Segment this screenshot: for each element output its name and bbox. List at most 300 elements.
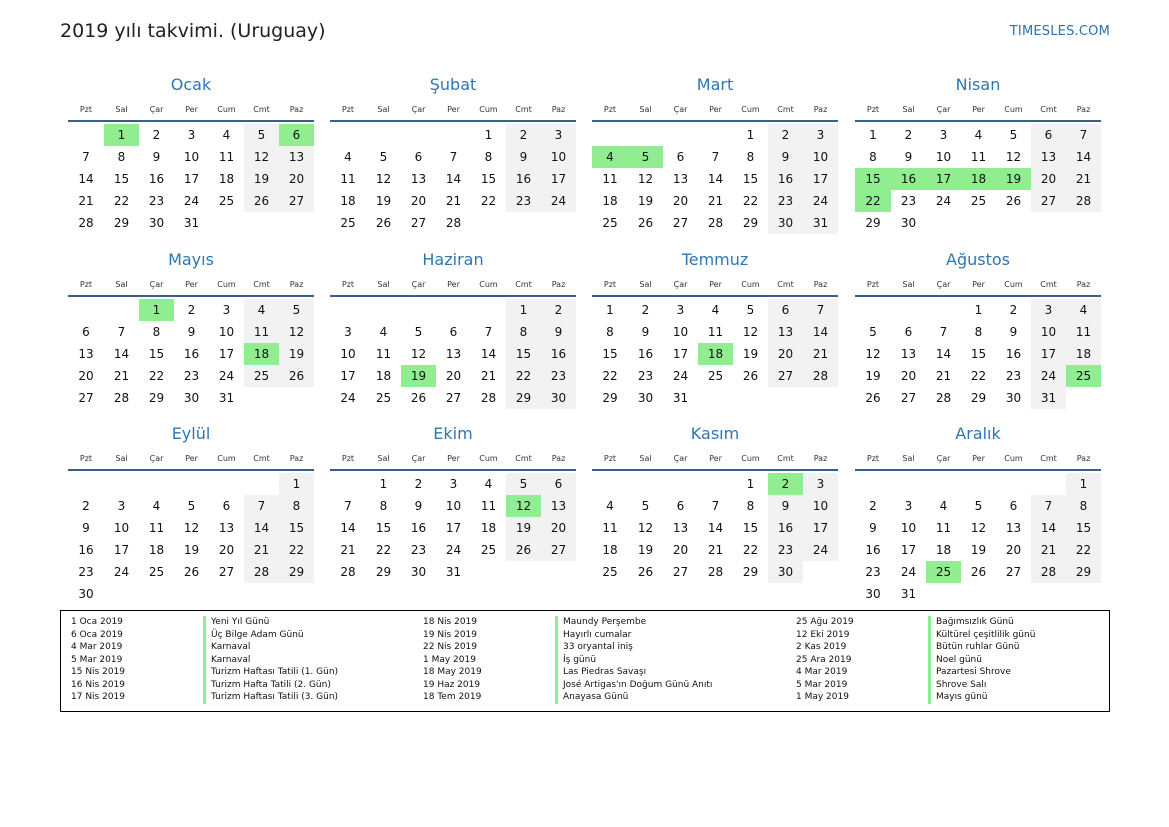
empty-day-cell [698, 124, 733, 146]
day-grid [855, 299, 1101, 409]
day-cell: 10 [541, 146, 576, 168]
empty-day-cell [961, 583, 996, 605]
day-cell: 5 [641, 499, 650, 513]
empty-day-cell [471, 299, 506, 321]
day-cell: 4 [379, 325, 388, 339]
holiday-date: 25 Ağu 2019 [796, 617, 854, 627]
day-cell: 8 [606, 325, 614, 339]
day-cell: 28 [935, 391, 952, 405]
empty-day-cell [506, 561, 541, 583]
week-row [592, 561, 838, 583]
empty-day-cell [855, 473, 891, 495]
weekday-label: Cum [217, 454, 236, 463]
day-grid [330, 124, 576, 234]
day-cell: 7 [711, 499, 720, 513]
legend-row [61, 616, 411, 629]
weekday-label: Pzt [866, 280, 880, 289]
empty-day-cell [592, 124, 628, 146]
weekday-label: Pzt [79, 280, 93, 289]
legend-row [786, 666, 1126, 679]
weekday-label: Pzt [341, 280, 355, 289]
empty-day-cell [471, 212, 506, 234]
day-cell: 17 [672, 347, 689, 361]
day-cell: 7 [711, 150, 720, 164]
day-cell: 14 [935, 347, 952, 361]
day-cell: 12 [375, 172, 392, 186]
day-cell: 1 [746, 477, 755, 491]
day-cell: 4 [484, 477, 493, 491]
day-cell: 11 [602, 172, 618, 186]
week-row [68, 387, 314, 409]
site-link[interactable]: TIMESLES.COM [1009, 24, 1110, 39]
day-cell: 23 [541, 365, 576, 387]
day-cell: 4 [244, 299, 279, 321]
weekday-label: Per [447, 280, 460, 289]
day-cell: 25 [480, 543, 497, 557]
day-cell: 11 [244, 321, 279, 343]
holiday-day-cell: 17 [926, 168, 961, 190]
day-cell: 23 [410, 543, 427, 557]
legend-row [61, 666, 411, 679]
weekday-label: Per [447, 105, 460, 114]
empty-day-cell [279, 387, 314, 409]
weekday-label: Pzt [79, 454, 93, 463]
day-cell: 15 [375, 521, 392, 535]
day-cell: 26 [375, 216, 392, 230]
legend-row [61, 691, 411, 704]
weekday-label: Paz [1076, 280, 1091, 289]
day-cell: 8 [117, 150, 126, 164]
day-cell: 15 [148, 347, 165, 361]
weekday-header [330, 273, 576, 297]
day-cell: 23 [148, 194, 165, 208]
holiday-date: 18 Nis 2019 [423, 617, 477, 627]
legend-row [786, 629, 1126, 642]
legend-row [786, 691, 1126, 704]
weekday-label: Pzt [341, 454, 355, 463]
day-cell: 4 [606, 499, 614, 513]
empty-day-cell [926, 299, 961, 321]
empty-day-cell [244, 583, 279, 605]
week-row [330, 168, 576, 190]
weekday-header [855, 273, 1101, 297]
weekday-label: Çar [673, 454, 688, 463]
day-cell: 20 [218, 543, 235, 557]
weekday-label: Per [709, 454, 722, 463]
empty-day-cell [436, 299, 471, 321]
month-4 [855, 72, 1101, 234]
day-cell: 8 [379, 499, 388, 513]
day-cell: 25 [218, 194, 235, 208]
weekday-label: Per [185, 280, 198, 289]
day-cell: 20 [541, 517, 576, 539]
day-cell: 10 [1031, 321, 1066, 343]
day-cell: 29 [602, 391, 618, 405]
empty-day-cell [803, 387, 838, 409]
weekday-label: Paz [551, 454, 566, 463]
day-cell: 15 [480, 172, 497, 186]
day-cell: 30 [768, 561, 803, 583]
weekday-label: Per [972, 105, 985, 114]
month-name: Nisan [955, 75, 1001, 94]
holiday-date: 18 May 2019 [423, 667, 482, 677]
day-cell: 3 [449, 477, 458, 491]
empty-day-cell [279, 212, 314, 234]
holiday-name: Noel günü [928, 654, 1126, 667]
day-cell: 29 [375, 565, 392, 579]
day-cell: 29 [148, 391, 165, 405]
day-cell: 28 [707, 565, 724, 579]
day-cell: 14 [1066, 146, 1101, 168]
empty-day-cell [330, 124, 366, 146]
weekday-label: Sal [115, 454, 128, 463]
holiday-name: Turizm Haftası Tatili (3. Gün) [203, 691, 411, 704]
empty-day-cell [68, 124, 104, 146]
day-cell: 10 [935, 150, 952, 164]
day-cell: 5 [746, 303, 755, 317]
day-cell: 20 [1005, 543, 1022, 557]
day-cell: 7 [1066, 124, 1101, 146]
weekday-label: Cmt [515, 280, 532, 289]
day-cell: 3 [676, 303, 685, 317]
day-cell: 22 [279, 539, 314, 561]
day-cell: 13 [410, 172, 427, 186]
week-row [855, 387, 1101, 409]
holiday-day-cell: 12 [506, 495, 541, 517]
legend-row [413, 629, 801, 642]
legend-column [61, 616, 411, 704]
day-cell: 3 [803, 124, 838, 146]
weekday-label: Pzt [866, 105, 880, 114]
week-row [68, 321, 314, 343]
day-cell: 22 [602, 369, 618, 383]
day-cell: 9 [82, 521, 90, 535]
holiday-day-cell: 18 [244, 343, 279, 365]
weekday-label: Cmt [777, 454, 794, 463]
day-cell: 27 [1005, 565, 1022, 579]
day-cell: 23 [506, 190, 541, 212]
day-cell: 16 [410, 521, 427, 535]
week-row [855, 583, 1101, 605]
empty-day-cell [104, 473, 139, 495]
day-cell: 17 [541, 168, 576, 190]
holiday-day-cell: 15 [855, 168, 891, 190]
weekday-label: Sal [377, 280, 390, 289]
empty-day-cell [891, 473, 926, 495]
empty-day-cell [68, 473, 104, 495]
day-cell: 19 [375, 194, 392, 208]
empty-day-cell [855, 299, 891, 321]
legend-column [786, 616, 1126, 704]
day-cell: 18 [602, 194, 618, 208]
week-row [592, 343, 838, 365]
day-cell: 30 [1005, 391, 1022, 405]
day-cell: 6 [1009, 499, 1018, 513]
weekday-header [592, 447, 838, 471]
month-name: Ocak [170, 75, 212, 94]
week-row [592, 212, 838, 234]
day-cell: 9 [414, 499, 423, 513]
day-cell: 10 [445, 499, 462, 513]
week-row [330, 561, 576, 583]
day-cell: 19 [506, 517, 541, 539]
day-cell: 28 [445, 216, 462, 230]
day-cell: 8 [279, 495, 314, 517]
day-cell: 22 [113, 194, 130, 208]
weekday-label: Cum [479, 280, 498, 289]
empty-day-cell [1066, 583, 1101, 605]
day-cell: 16 [541, 343, 576, 365]
day-cell: 28 [1031, 561, 1066, 583]
legend-row [786, 616, 1126, 629]
day-cell: 26 [244, 190, 279, 212]
empty-day-cell [436, 124, 471, 146]
empty-day-cell [733, 387, 768, 409]
weekday-label: Per [972, 280, 985, 289]
weekday-label: Sal [639, 105, 652, 114]
week-row [592, 387, 838, 409]
day-cell: 11 [375, 347, 392, 361]
day-cell: 21 [445, 194, 462, 208]
day-cell: 10 [183, 150, 200, 164]
empty-day-cell [926, 212, 961, 234]
day-cell: 13 [78, 347, 94, 361]
day-cell: 2 [82, 499, 90, 513]
holiday-name: Anayasa Günü [555, 691, 801, 704]
weekday-label: Çar [936, 280, 951, 289]
day-cell: 2 [506, 124, 541, 146]
day-cell: 14 [445, 172, 462, 186]
day-cell: 27 [410, 216, 427, 230]
day-cell: 9 [869, 521, 877, 535]
holiday-date: 17 Nis 2019 [71, 692, 125, 702]
day-cell: 1 [1066, 473, 1101, 495]
legend-row [61, 679, 411, 692]
holiday-date: 25 Ara 2019 [796, 654, 852, 665]
week-row [592, 365, 838, 387]
weekday-label: Cum [1004, 454, 1023, 463]
day-grid [855, 124, 1101, 234]
day-cell: 18 [1066, 343, 1101, 365]
day-cell: 14 [707, 172, 724, 186]
weekday-label: Paz [1076, 105, 1091, 114]
day-cell: 4 [222, 128, 231, 142]
empty-day-cell [244, 212, 279, 234]
day-cell: 23 [1005, 369, 1022, 383]
day-cell: 9 [1009, 325, 1018, 339]
day-cell: 17 [445, 521, 462, 535]
week-row [330, 212, 576, 234]
day-cell: 6 [676, 499, 685, 513]
weekday-label: Cmt [1040, 454, 1057, 463]
day-cell: 18 [340, 194, 356, 208]
day-grid [68, 124, 314, 234]
week-row [330, 387, 576, 409]
day-cell: 21 [935, 369, 952, 383]
day-cell: 27 [672, 216, 689, 230]
day-cell: 1 [869, 128, 877, 142]
empty-day-cell [401, 124, 436, 146]
holiday-name: Pazartesi Shrove [928, 666, 1126, 679]
day-cell: 6 [541, 473, 576, 495]
day-cell: 19 [244, 168, 279, 190]
week-row [68, 517, 314, 539]
holiday-date: 19 Haz 2019 [423, 679, 481, 690]
weekday-label: Sal [902, 280, 915, 289]
day-cell: 4 [344, 150, 352, 164]
day-cell: 25 [707, 369, 724, 383]
month-name: Mayıs [168, 250, 214, 269]
day-cell: 9 [768, 495, 803, 517]
day-cell: 5 [869, 325, 877, 339]
day-cell: 30 [541, 387, 576, 409]
day-cell: 5 [1009, 128, 1018, 142]
weekday-label: Per [185, 105, 198, 114]
day-cell: 3 [187, 128, 196, 142]
day-cell: 27 [218, 565, 235, 579]
day-cell: 14 [340, 521, 356, 535]
weekday-label: Cum [217, 105, 236, 114]
day-cell: 11 [602, 521, 618, 535]
day-cell: 7 [484, 325, 493, 339]
holiday-day-cell: 18 [961, 168, 996, 190]
holiday-name: Las Piedras Savaşı [555, 666, 801, 679]
week-row [68, 473, 314, 495]
day-cell: 19 [970, 543, 987, 557]
day-cell: 19 [183, 543, 200, 557]
day-cell: 22 [148, 369, 165, 383]
weekday-label: Sal [639, 454, 652, 463]
day-cell: 24 [803, 190, 838, 212]
holiday-name: İş günü [555, 654, 801, 667]
day-grid [855, 473, 1101, 601]
day-cell: 18 [148, 543, 165, 557]
weekday-label: Cmt [515, 105, 532, 114]
weekday-label: Cmt [777, 280, 794, 289]
day-cell: 29 [865, 216, 881, 230]
weekday-header [68, 273, 314, 297]
day-cell: 3 [1031, 299, 1066, 321]
day-cell: 12 [742, 325, 759, 339]
day-cell: 23 [768, 539, 803, 561]
day-grid [330, 473, 576, 583]
weekday-label: Paz [289, 105, 304, 114]
day-cell: 14 [480, 347, 497, 361]
day-cell: 22 [970, 369, 987, 383]
day-cell: 3 [117, 499, 126, 513]
day-cell: 14 [707, 521, 724, 535]
holiday-name: Karnaval [203, 654, 411, 667]
month-9 [68, 421, 314, 601]
day-cell: 5 [506, 473, 541, 495]
week-row [592, 299, 838, 321]
day-cell: 16 [637, 347, 654, 361]
week-row [68, 539, 314, 561]
day-cell: 21 [480, 369, 497, 383]
day-cell: 15 [742, 521, 759, 535]
month-name: Mart [696, 75, 734, 94]
day-cell: 22 [742, 194, 759, 208]
empty-day-cell [768, 387, 803, 409]
empty-day-cell [104, 299, 139, 321]
day-cell: 9 [541, 321, 576, 343]
holiday-date: 1 May 2019 [796, 692, 849, 702]
weekday-label: Paz [813, 105, 828, 114]
holiday-day-cell: 16 [891, 168, 926, 190]
day-cell: 29 [279, 561, 314, 583]
week-row [592, 146, 838, 168]
day-cell: 24 [218, 369, 235, 383]
month-6 [330, 247, 576, 409]
day-cell: 7 [803, 299, 838, 321]
day-cell: 16 [1005, 347, 1022, 361]
day-cell: 11 [148, 521, 165, 535]
day-cell: 3 [939, 128, 948, 142]
empty-day-cell [244, 387, 279, 409]
week-row [330, 539, 576, 561]
day-cell: 16 [78, 543, 94, 557]
week-row [855, 561, 1101, 583]
weekday-label: Cum [479, 454, 498, 463]
weekday-label: Paz [813, 280, 828, 289]
day-cell: 19 [742, 347, 759, 361]
day-cell: 20 [410, 194, 427, 208]
day-cell: 24 [445, 543, 462, 557]
day-cell: 5 [379, 150, 388, 164]
day-cell: 31 [803, 212, 838, 234]
holiday-date: 4 Mar 2019 [71, 642, 123, 652]
day-cell: 1 [484, 128, 493, 142]
weekday-label: Per [709, 280, 722, 289]
legend-row [413, 691, 801, 704]
day-cell: 8 [152, 325, 161, 339]
day-cell: 14 [803, 321, 838, 343]
day-cell: 6 [449, 325, 458, 339]
day-cell: 28 [244, 561, 279, 583]
day-cell: 10 [113, 521, 130, 535]
weekday-label: Çar [936, 105, 951, 114]
empty-day-cell [1066, 387, 1101, 409]
day-cell: 26 [865, 391, 881, 405]
day-cell: 11 [218, 150, 235, 164]
legend-row [61, 654, 411, 667]
holiday-date: 12 Eki 2019 [796, 629, 850, 640]
holiday-name: Bağımsızlık Günü [928, 616, 1126, 629]
legend-row [786, 641, 1126, 654]
legend-row [413, 679, 801, 692]
day-cell: 9 [641, 325, 650, 339]
day-cell: 27 [541, 539, 576, 561]
holiday-date: 22 Nis 2019 [423, 642, 477, 652]
day-cell: 6 [222, 499, 231, 513]
day-cell: 4 [711, 303, 720, 317]
day-cell: 19 [637, 543, 654, 557]
month-3 [592, 72, 838, 234]
day-cell: 2 [869, 499, 877, 513]
day-cell: 12 [244, 146, 279, 168]
holiday-date: 15 Nis 2019 [71, 667, 125, 677]
day-cell: 9 [904, 150, 913, 164]
day-cell: 18 [218, 172, 235, 186]
week-row [592, 495, 838, 517]
day-cell: 9 [152, 150, 161, 164]
week-row [68, 146, 314, 168]
holiday-name: Turizm Hafta Tatili (2. Gün) [203, 679, 411, 692]
day-cell: 17 [183, 172, 200, 186]
weekday-label: Sal [902, 105, 915, 114]
weekday-label: Çar [149, 280, 164, 289]
month-name: Temmuz [681, 250, 749, 269]
